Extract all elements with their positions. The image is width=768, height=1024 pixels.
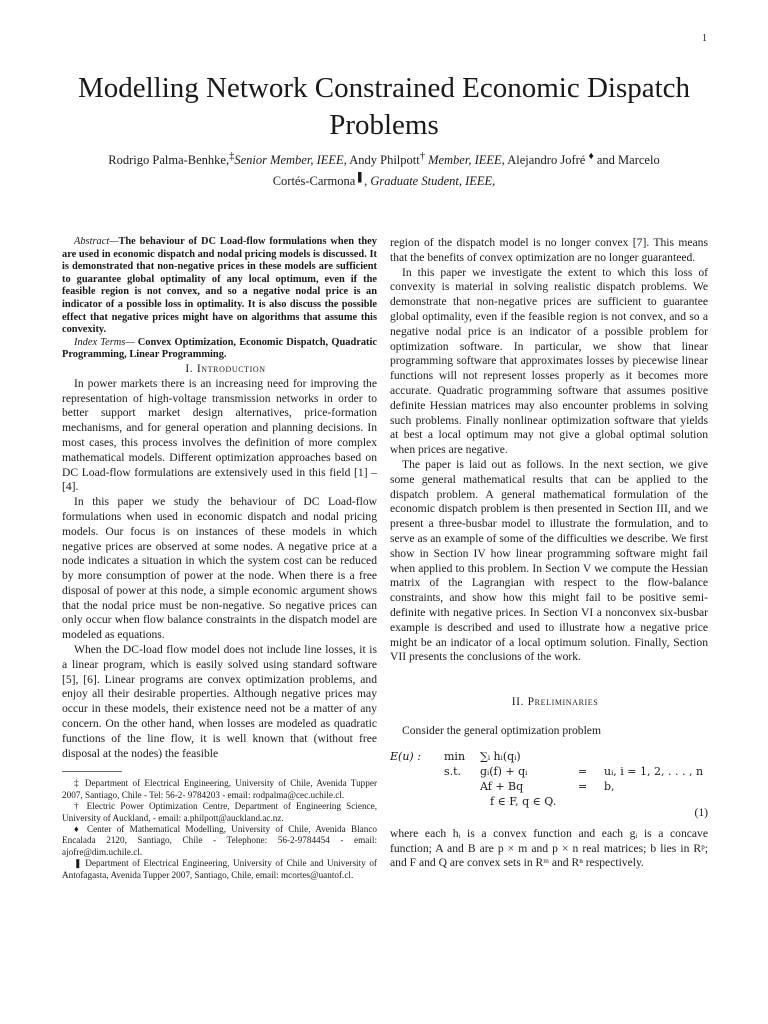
index-terms xyxy=(62,337,377,362)
affiliation-mark: † xyxy=(419,151,425,162)
author-name: , Andy Philpott xyxy=(343,153,420,168)
footnote: † Electric Power Optimization Centre, Department of Engineering Science, University of Auckland, - email: a.philpott@auckland.ac.nz. xyxy=(62,801,377,823)
eq-lhs: E(u) : xyxy=(390,749,421,763)
author-role: Graduate Student, IEEE, xyxy=(370,174,496,189)
page-number: 1 xyxy=(702,33,707,44)
paper-title: Modelling Network Constrained Economic Dispatch Problems xyxy=(77,72,691,141)
index-terms-text: Convex Optimization, Economic Dispatch, Quadratic Programming, Linear Programming. xyxy=(62,336,377,361)
author-role: Member, IEEE xyxy=(424,153,502,168)
eq-min: min xyxy=(444,749,466,763)
author-name: Cortés-Carmona xyxy=(272,174,356,189)
footnote: ❚ Department of Electrical Engineering, University of Chile and University of Antofagasta, Avenida Tupper 2007, Santiago, Chile, email: mcortes@uantof.cl. xyxy=(62,858,377,880)
paragraph: Consider the general optimization problem xyxy=(402,723,601,737)
section-name: Preliminaries xyxy=(527,695,599,709)
eq-rel-1: = xyxy=(578,764,588,778)
equation-1 xyxy=(390,749,708,821)
section-numeral: II. xyxy=(511,695,528,709)
paragraph: where each hᵢ is a convex function and each gᵢ is a concave function; A and B are p × m and p × n real matrices; b lies in Rᵖ; and F and Q are convex sets in Rᵐ and Rⁿ respectively. xyxy=(390,826,708,870)
abstract xyxy=(62,236,377,337)
author-list: Rodrigo Palma-Benhke,‡Senior Member, IEEE, Andy Philpott† Member, IEEE, Alejandro Jofré ♦ and Marcelo Cortés-Carmona❚, Graduate Student, IEEE, xyxy=(108,151,660,189)
section-numeral: I. xyxy=(185,361,197,375)
eq-objective: ∑ᵢ hᵢ(qᵢ) xyxy=(480,749,521,763)
paragraph: In this paper we study the behaviour of DC Load-flow formulations when used in economic dispatch and nodal pricing models. Our focus is on instances of these models in which negative prices are observed at some nodes. A negative price at a node indicates a situation in which the system cost can be reduced by more consumption of power at the node. When there is a free disposal of power at this node, a simple economic argument shows that the nodal price must be non-negative. So negative prices can only occur when flow balance constraints in the dispatch model are modeled as equations. xyxy=(62,495,377,642)
author-role: Senior Member, IEEE xyxy=(234,153,344,168)
abstract-text: The behaviour of DC Load-flow formulations when they are used in economic dispatch and nodal pricing models is discussed. It is demonstrated that non-negative prices in these models are sufficient to guarantee global optimality of any local optimum, even if the feasible region is not convex, and so a negative nodal price is an indicator of a possible loss in optimality. It is also discuss the possible effect that negative prices might have on algorithms that assume this convexity. xyxy=(62,236,377,336)
eq-constraint-2: Af + Bq xyxy=(480,779,524,793)
paragraph: The paper is laid out as follows. In the next section, we give some general mathematical results that can be applied to the dispatch problem. A general mathematical formulation of the economic dispatch problem is then presented in Section III, and we present a three-busbar model to illustrate the formulation, and to serve as an example of some of the difficulties we describe. We first show in Section IV how linear programming software might fail when applied to this problem. In Section V we compute the Hessian matrix of the Lagrangian with respect to the flow-balance constraints, and show how this might fail to be positive semi-definite with negative prices. In Section VI a nonconvex six-busbar example is described and used to illustrate how a negative price might be an indicator of a local optimum solution. Finally, Section VII presents the conclusions of the work. xyxy=(390,457,708,664)
eq-st: s.t. xyxy=(444,764,462,778)
paragraph: In this paper we investigate the extent to which this loss of convexity is material in solving realistic dispatch problems. We demonstrate that non-negative prices are sufficient to guarantee global optimality, even if the feasible region is not convex, and so a negative nodal price is an indicator of a possible problem for optimization software. In particular, we show that linear programming software that approximates losses by piecewise linear functions will not represent losses properly as it becomes more accurate. Quadratic programming software that assumes positive definite Hessian matrices may also encounter problems in solving such problems. Finally nonlinear optimization software that yields at best a local optimum may not give a global optimal solution when prices are negative. xyxy=(390,265,708,457)
eq-rhs-2: b, xyxy=(604,779,615,793)
right-column xyxy=(390,236,708,871)
equation-number: (1) xyxy=(694,805,708,819)
section-heading-introduction xyxy=(62,362,377,377)
affiliation-mark: ❚ xyxy=(355,172,365,184)
footnote-divider xyxy=(62,771,122,772)
index-terms-label: Index Terms— xyxy=(74,336,135,348)
paragraph: When the DC-load flow model does not include line losses, it is a linear program, which is easily solved using standard software [5], [6]. Linear programs are convex optimization problems, and enjoy all their desirable properties. Although negative prices may occur in these models, their existence need not be a matter of any concern. On the other hand, when losses are modeled as quadratic functions of the line flow, it is well known that (without free disposal at the nodes) the feasible xyxy=(62,643,377,760)
affiliation-mark: ‡ xyxy=(229,151,235,162)
eq-constraint-3: f ∈ F, q ∈ Q. xyxy=(490,794,557,808)
section-name: Introduction xyxy=(196,361,266,375)
paragraph: In power markets there is an increasing need for improving the representation of high-voltage transmission networks in order to better support market design alternatives, price-formation mechanisms, and for general operation and planning decisions. In most cases, this process involves the definition of more complex mathematical models. Different optimization approaches based on DC Load-flow formulations are extensively used in this field [1] –[4]. xyxy=(62,376,377,494)
author-name: , Alejandro Jofré xyxy=(501,153,589,168)
affiliation-mark: ♦ xyxy=(588,151,594,162)
eq-rel-2: = xyxy=(578,779,588,793)
section-heading-preliminaries xyxy=(390,695,708,710)
abstract-label: Abstract— xyxy=(74,236,119,247)
eq-rhs-1: uᵢ, i = 1, 2, . . . , n xyxy=(604,764,704,778)
author-name: Rodrigo Palma-Benhke, xyxy=(108,153,230,168)
footnote: ‡ Department of Electrical Engineering, University of Chile, Avenida Tupper 2007, Santiago, Chile - Tel: 56-2- 9784203 - email: rodpalma@cec.uchile.cl. xyxy=(62,778,377,800)
footnote: ♦ Center of Mathematical Modelling, University of Chile, Avenida Blanco Encalada 2120, Santiago, Chile - Telephone: 56-2-9784454 - email: ajofre@dim.uchile.cl. xyxy=(62,824,377,857)
eq-constraint-1: gᵢ(f) + qᵢ xyxy=(480,764,528,778)
author-name: and Marcelo xyxy=(593,153,660,168)
left-column xyxy=(62,236,377,881)
paragraph: region of the dispatch model is no longer convex [7]. This means that the benefits of convex optimization are no longer guaranteed. xyxy=(390,236,708,264)
